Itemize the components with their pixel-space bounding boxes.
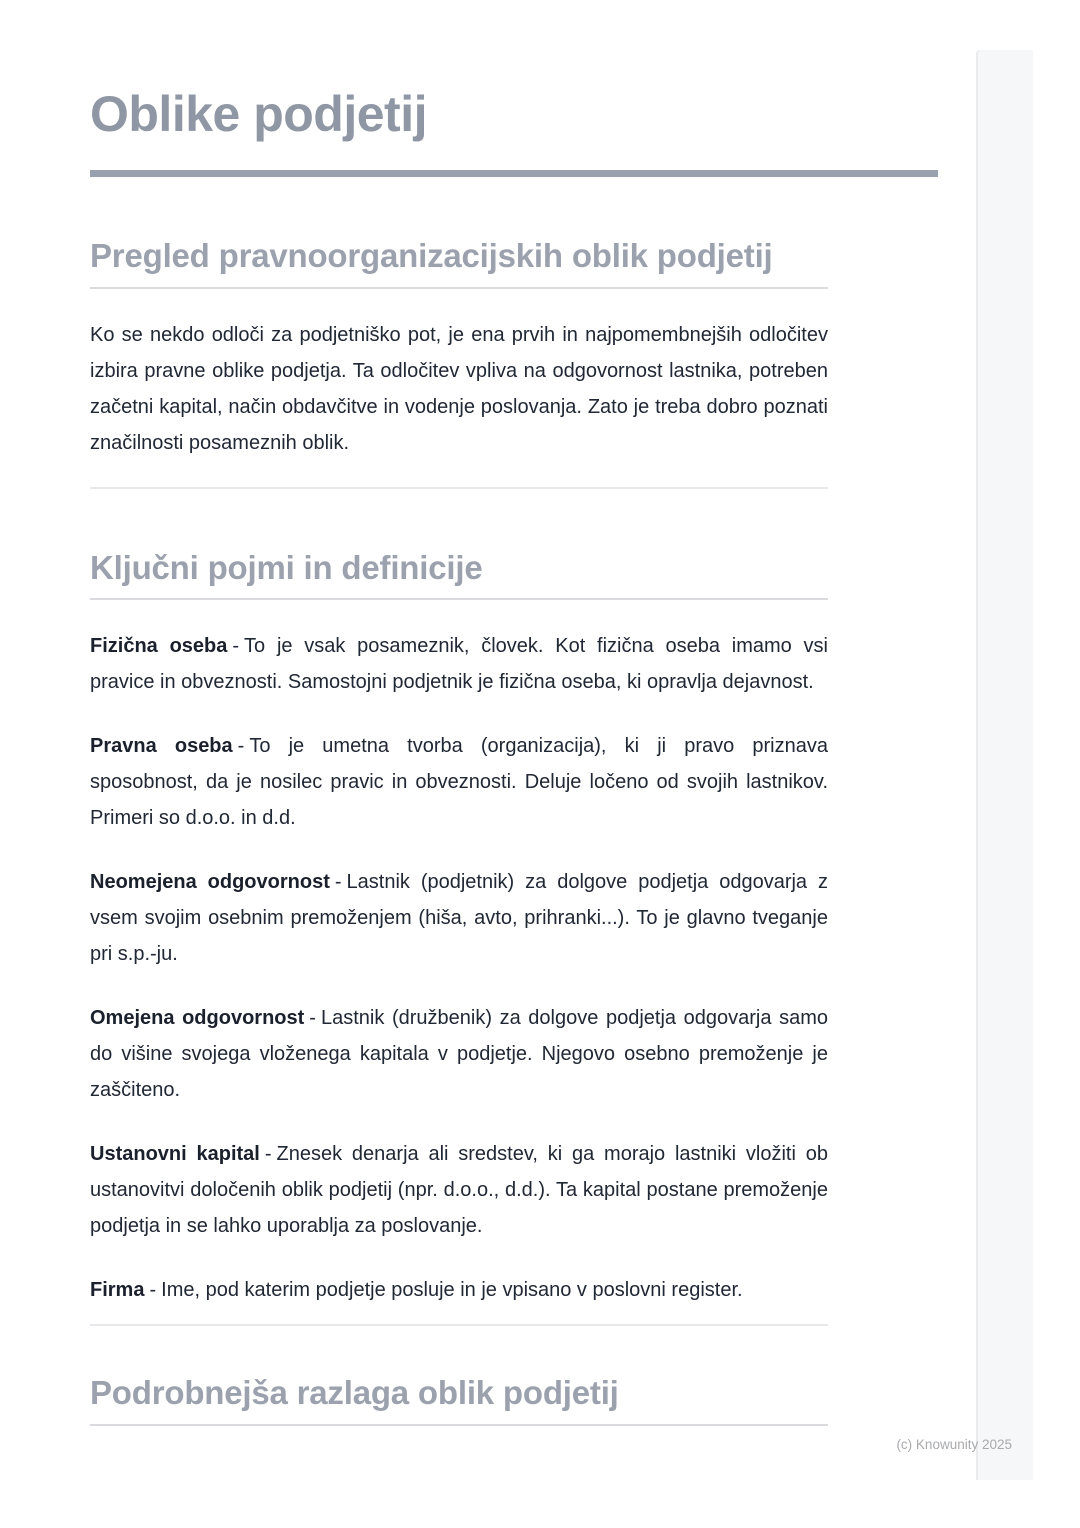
paragraph-firma bbox=[90, 1272, 828, 1308]
paragraph-intro bbox=[90, 317, 828, 461]
section-heading-podrobnejsa: Podrobnejša razlaga oblik podjetij bbox=[90, 1374, 619, 1411]
term-separator: - bbox=[334, 871, 342, 893]
term-separator: - bbox=[309, 1007, 316, 1029]
paragraph-fizicna-oseba bbox=[90, 628, 828, 700]
section-divider bbox=[90, 1324, 828, 1326]
next-page-edge bbox=[976, 50, 1033, 1480]
paragraph-text: Ko se nekdo odloči za podjetniško pot, je ena prvih in najpomembnejših odločitev izbira pravne oblike podjetja. Ta odločitev vpliva na odgovornost lastnika, potreben začetni kapital, način obdavčitve in vodenje poslovanja. Zato je treba dobro poznati značilnosti posameznih oblik. bbox=[90, 323, 828, 454]
section-heading-kljucni-pojmi: Ključni pojmi in definicije bbox=[90, 548, 483, 586]
page-title: Oblike podjetij bbox=[90, 86, 427, 142]
term-definition: To je umetna tvorba (organizacija), ki ji pravo priznava sposobnost, da je nosilec pravic in obveznosti. Deluje ločeno od svojih lastnikov. Primeri so d.o.o. in d.d. bbox=[90, 735, 828, 829]
section-divider bbox=[90, 487, 828, 489]
term-separator: - bbox=[264, 1143, 272, 1165]
paragraph-omejena-odgovornost bbox=[90, 1000, 828, 1108]
term-label: Firma bbox=[90, 1279, 145, 1301]
watermark: (c) Knowunity 2025 bbox=[896, 1437, 1012, 1452]
term-definition: Znesek denarja ali sredstev, ki ga morajo lastniki vložiti ob ustanovitvi določenih oblik podjetij (npr. d.o.o., d.d.). Ta kapital postane premoženje podjetja in se lahko uporablja za poslovanje. bbox=[90, 1143, 828, 1237]
heading-rule bbox=[90, 1424, 828, 1426]
heading-rule bbox=[90, 598, 828, 600]
term-definition: Lastnik (podjetnik) za dolgove podjetja odgovarja z vsem svojim osebnim premoženjem (hiša, avto, prihranki...). To je glavno tveganje pri s.p.-ju. bbox=[90, 871, 828, 965]
title-rule bbox=[90, 170, 938, 177]
term-separator: - bbox=[149, 1279, 157, 1301]
document-content bbox=[90, 86, 828, 1426]
term-definition: Lastnik (družbenik) za dolgove podjetja odgovarja samo do višine svojega vloženega kapitala v podjetje. Njegovo osebno premoženje je zaščiteno. bbox=[90, 1007, 828, 1101]
term-label: Neomejena odgovornost bbox=[90, 871, 330, 893]
paragraph-ustanovni-kapital bbox=[90, 1136, 828, 1244]
term-definition: Ime, pod katerim podjetje posluje in je vpisano v poslovni register. bbox=[161, 1279, 743, 1301]
heading-rule bbox=[90, 287, 828, 289]
term-separator: - bbox=[232, 635, 240, 657]
term-definition: To je vsak posameznik, človek. Kot fizična oseba imamo vsi pravice in obveznosti. Samostojni podjetnik je fizična oseba, ki opravlja dejavnost. bbox=[90, 635, 828, 693]
paragraph-pravna-oseba bbox=[90, 728, 828, 836]
term-separator: - bbox=[237, 735, 245, 757]
paragraph-neomejena-odgovornost bbox=[90, 864, 828, 972]
section-heading-pregled: Pregled pravnoorganizacijskih oblik podjetij bbox=[90, 237, 773, 274]
term-label: Ustanovni kapital bbox=[90, 1143, 260, 1165]
term-label: Pravna oseba bbox=[90, 735, 233, 757]
term-label: Omejena odgovornost bbox=[90, 1007, 305, 1029]
term-label: Fizična oseba bbox=[90, 635, 228, 657]
